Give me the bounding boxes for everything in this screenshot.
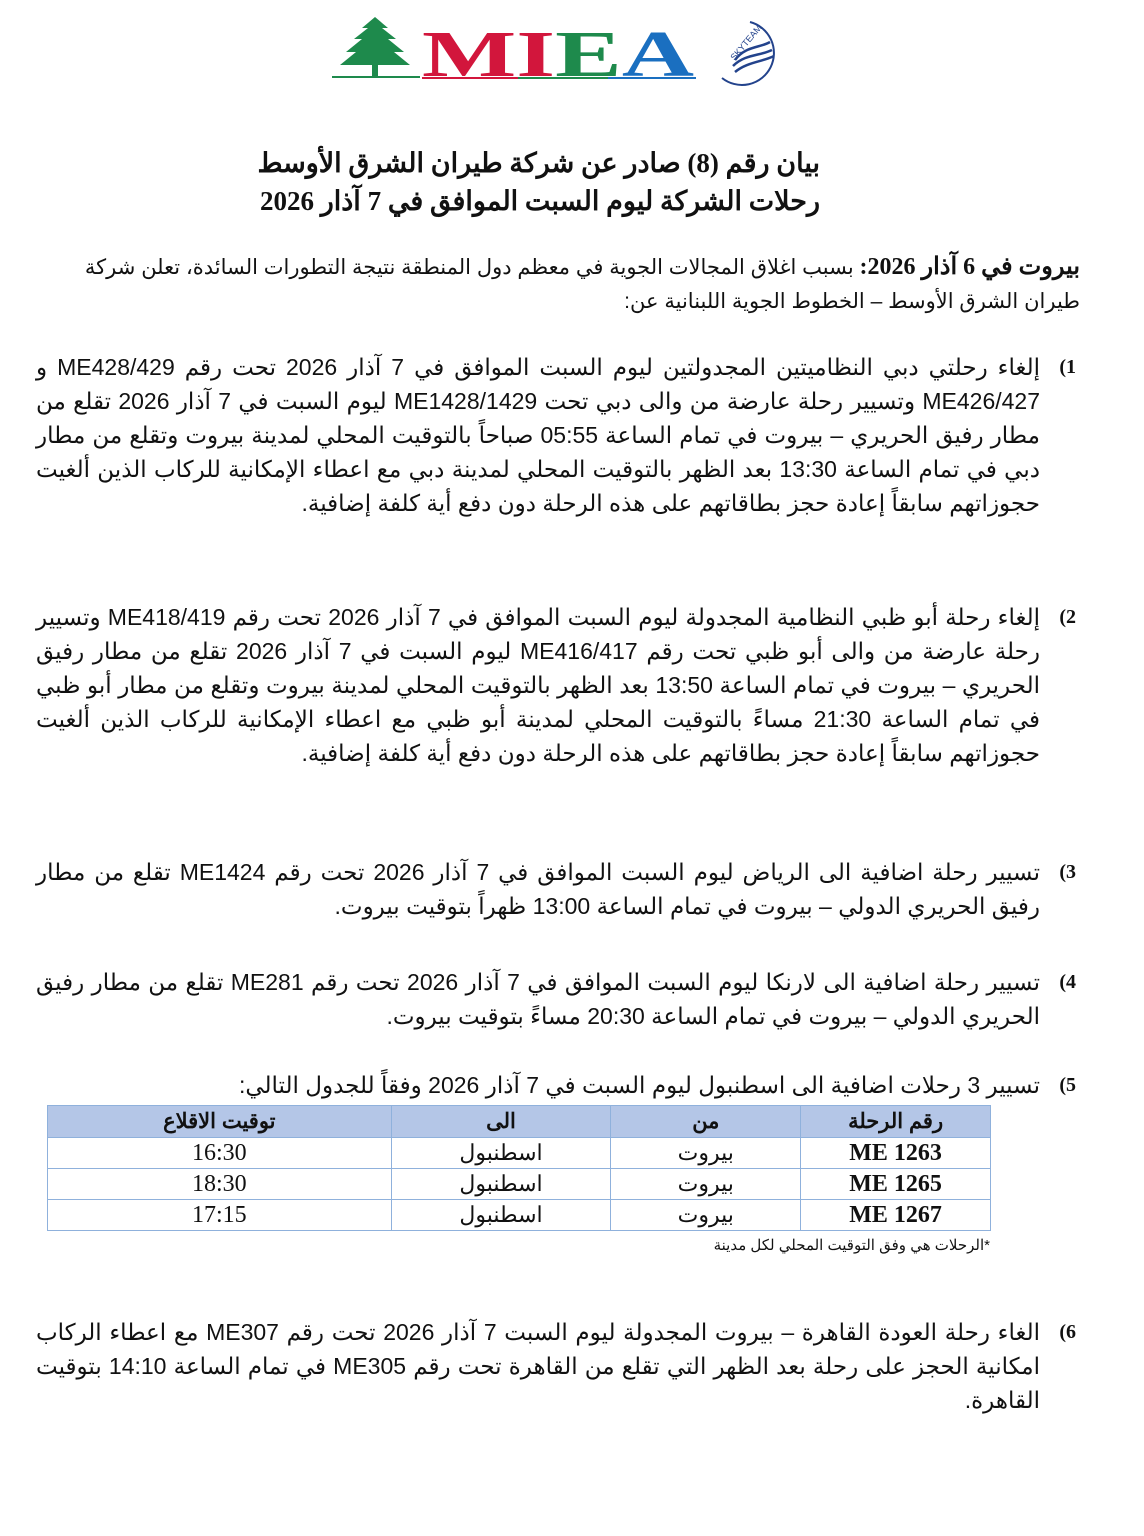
dateline: بيروت في 6 آذار 2026:: [859, 254, 1080, 280]
item-text: تسيير رحلة اضافية الى لارنكا ليوم السبت الموافق في 7 آذار 2026 تحت رقم ME281 تقلع من مطار رفيق الحريري الدولي – بيروت في تمام الساعة 20:30 مساءً بتوقيت بيروت.: [36, 969, 1040, 1029]
departure-time-cell: 18:30: [48, 1169, 392, 1200]
statement-title: [200, 144, 820, 220]
table-row: [48, 1138, 991, 1169]
item-number: 5): [1059, 1074, 1076, 1096]
flight-number-cell: ME 1267: [801, 1200, 991, 1231]
intro-paragraph: [36, 250, 1080, 319]
header-flight-number: رقم الرحلة: [801, 1106, 991, 1138]
svg-text:SKYTEAM: SKYTEAM: [728, 22, 764, 63]
table-row: [48, 1200, 991, 1231]
item-number: 2): [1059, 606, 1076, 628]
title-line-1: بيان رقم (8) صادر عن شركة طيران الشرق الأوسط: [257, 148, 820, 178]
departure-time-cell: 16:30: [48, 1138, 392, 1169]
list-item: [36, 1315, 1076, 1417]
item-number: 4): [1059, 971, 1076, 993]
item-number: 3): [1059, 861, 1076, 883]
list-item: [36, 350, 1076, 520]
header-from: من: [611, 1106, 801, 1138]
title-line-2: رحلات الشركة ليوم السبت الموافق في 7 آذار 2026: [259, 186, 820, 216]
flight-number-cell: ME 1265: [801, 1169, 991, 1200]
header-departure-time: توقيت الاقلاع: [48, 1106, 392, 1138]
item-text: تسيير رحلة اضافية الى الرياض ليوم السبت الموافق في 7 آذار 2026 تحت رقم ME1424 تقلع من مطار رفيق الحريري الدولي – بيروت في تمام الساعة 13:00 ظهراً بتوقيت بيروت.: [36, 859, 1040, 919]
flight-number-cell: ME 1263: [801, 1138, 991, 1169]
item-number: 1): [1059, 356, 1076, 378]
destination-cell: اسطنبول: [391, 1200, 611, 1231]
list-item: [36, 600, 1076, 770]
origin-cell: بيروت: [611, 1138, 801, 1169]
skyteam-logo-icon: [722, 22, 774, 85]
departure-time-cell: 17:15: [48, 1200, 392, 1231]
destination-cell: اسطنبول: [391, 1169, 611, 1200]
item-text: إلغاء رحلتي دبي النظاميتين المجدولتين ليوم السبت الموافق في 7 آذار 2026 تحت رقم ME428/429 و ME426/427 وتسيير رحلة عارضة من والى دبي تحت ME1428/1429 ليوم السبت في 7 آذار 2026 تقلع من مطار رفيق الحريري – بيروت في تمام الساعة 05:55 صباحاً بالتوقيت المحلي لمدينة بيروت وتقلع من مطار دبي في تمام الساعة 13:30 بعد الظهر بالتوقيت المحلي لمدينة دبي مع اعطاء الإمكانية للركاب الذين ألغيت حجوزاتهم سابقاً إعادة حجز بطاقاتهم على هذه الرحلة دون دفع أية كلفة إضافية.: [36, 354, 1041, 516]
item-text: الغاء رحلة العودة القاهرة – بيروت المجدولة ليوم السبت 7 آذار 2026 تحت رقم ME307 مع اعطاء الركاب امكانية الحجز على رحلة بعد الظهر التي تقلع من القاهرة تحت رقم ME305 في تمام الساعة 14:10 بتوقيت القاهرة.: [36, 1319, 1041, 1413]
item-text: تسيير 3 رحلات اضافية الى اسطنبول ليوم السبت في 7 آذار 2026 وفقاً للجدول التالي:: [238, 1072, 1040, 1098]
header-to: الى: [391, 1106, 611, 1138]
destination-cell: اسطنبول: [391, 1138, 611, 1169]
table-footnote: *الرحلات هي وفق التوقيت المحلي لكل مدينة: [713, 1237, 990, 1254]
item-number: 6): [1059, 1321, 1076, 1343]
list-item: [36, 965, 1076, 1033]
mea-logo: [330, 12, 790, 92]
istanbul-flights-table: [47, 1105, 991, 1231]
origin-cell: بيروت: [611, 1169, 801, 1200]
cedar-tree-icon: [332, 17, 420, 78]
table-row: [48, 1169, 991, 1200]
item-text: إلغاء رحلة أبو ظبي النظامية المجدولة ليوم السبت الموافق في 7 آذار 2026 تحت رقم ME418/419 وتسيير رحلة عارضة من والى أبو ظبي تحت رقم ME416/417 ليوم السبت في 7 آذار 2026 تقلع من مطار رفيق الحريري – بيروت في تمام الساعة 13:50 بعد الظهر بالتوقيت المحلي لمدينة بيروت وتقلع من مطار أبو ظبي في تمام الساعة 21:30 مساءً بالتوقيت المحلي لمدينة أبو ظبي مع اعطاء الإمكانية للركاب الذين ألغيت حجوزاتهم سابقاً إعادة حجز بطاقاتهم على هذه الرحلة دون دفع أية كلفة إضافية.: [36, 604, 1041, 766]
logo-brand-text: MI E A: [422, 18, 670, 91]
list-item: [36, 855, 1076, 923]
intro-text: بسبب اغلاق المجالات الجوية في معظم دول المنطقة نتيجة التطورات السائدة، تعلن شركة طيران الشرق الأوسط – الخطوط الجوية اللبنانية عن:: [84, 256, 1080, 313]
table-header-row: [48, 1106, 991, 1138]
origin-cell: بيروت: [611, 1200, 801, 1231]
list-item: [36, 1068, 1076, 1102]
